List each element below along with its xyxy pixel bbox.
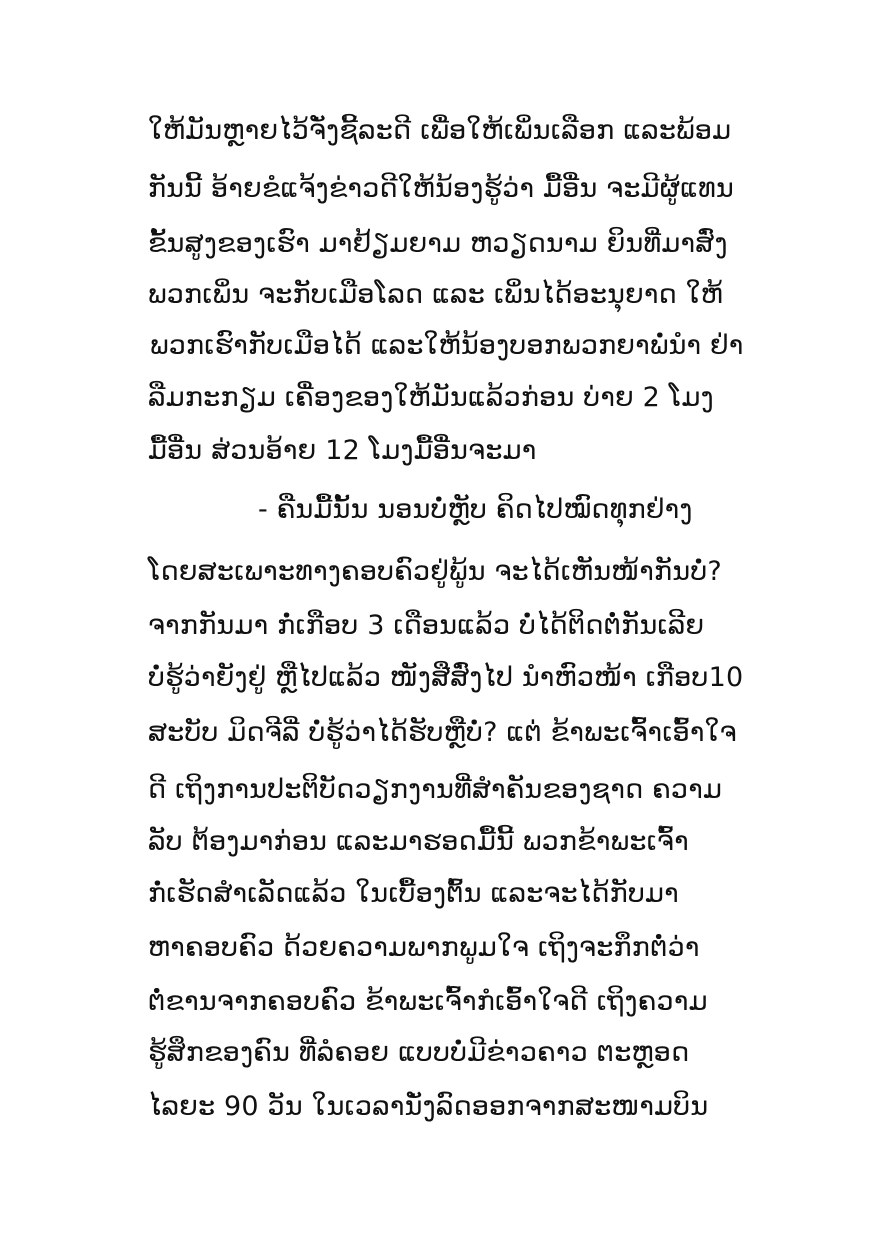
text-line: ຂັ້ນສູງຂອງເຮົາ ມາຢ້ຽມຍາມ ຫວຽດນາມ ຍິນທີ່ມາສົ່ງ [148, 228, 728, 259]
text-line: ໄລຍະ 90 ວັນ ໃນເວລານັ່ງລົດອອກຈາກສະໜາມບິນ [148, 1091, 709, 1122]
text-line: ກັນນີ້ ອ້າຍຂໍແຈ້ງຂ່າວດີໃຫ້ນ້ອງຮູ້ວ່າ ມື້ອື່ນ ຈະມີຜູ້ແທນ [148, 173, 734, 204]
text-line: ພວກເຮົາກັບເມືອໄດ້ ແລະໃຫ້ນ້ອງບອກພວກຍາພໍ່ນຳ ຢ່າ [150, 330, 744, 361]
text-line: ດີ ເຖິງການປະຕິບັດວຽກງານທີ່ສຳຄັນຂອງຊາດ ຄວາມ [148, 774, 723, 805]
text-line: ລັບ ຕ້ອງມາກ່ອນ ແລະມາຮອດມື້ນີ້ ພວກຂ້າພະເຈົ້າ [148, 826, 689, 857]
text-line: ໂດຍສະເພາະທາງຄອບຄົວຢູ່ພູ້ນ ຈະໄດ້ເຫັນໜ້າກັນບໍ່? [148, 556, 722, 587]
text-line: ລືມກະກຽມ ເຄື່ອງຂອງໃຫ້ມັນແລ້ວກ່ອນ ບ່າຍ 2 ໂມງ [148, 382, 714, 413]
text-line: ຫາຄອບຄົວ ດ້ວຍຄວາມພາກພູມໃຈ ເຖິງຈະກຶກຕໍ່ວ່າ [148, 932, 700, 963]
text-line: - ຄືນມື້ນັ້ນ ນອນບໍ່ຫຼັບ ຄິດໄປໝົດທຸກຢ່າງ [258, 494, 693, 525]
text-line: ມື້ອື່ນ ສ່ວນອ້າຍ 12 ໂມງມື້ອື່ນຈະມາ [148, 435, 537, 466]
text-line: ພວກເພິ່ນ ຈະກັບເມືອໂລດ ແລະ ເພິ່ນໄດ້ອະນຸຍາດ ໃຫ້ [148, 279, 724, 310]
text-line: ຮູ້ສຶກຂອງຄົນ ທີ່ລໍຄອຍ ແບບບໍ່ມີຂ່າວຄາວ ຕະຫຼອດ [148, 1037, 690, 1068]
text-line: ຈາກກັນມາ ກໍ່ເກືອບ 3 ເດືອນແລ້ວ ບໍ່ໄດ້ຕິດຕໍ່ກັນເລີຍ [148, 610, 705, 641]
text-line: ຕໍ່ຂານຈາກຄອບຄົວ ຂ້າພະເຈົ້າກໍເອົ້າໃຈດີ ເຖິງຄວາມ [148, 986, 708, 1017]
text-line: ບໍ່ຮູ້ວ່າຍັງຢູ່ ຫຼືໄປແລ້ວ ໜັງສືສົ່ງໄປ ນຳຫົວໜ້າ ເກືອບ10 [148, 662, 744, 693]
text-line: ສະບັບ ມິດຈີລີ່ ບໍ່ຮູ້ວ່າໄດ້ຮັບຫຼືບໍ່? ແຕ່ ຂ້າພະເຈົ້າເອົ້າໃຈ [148, 717, 737, 748]
text-line: ໃຫ້ມັນຫຼາຍໄວ້ຈັ່ງຊີ້ລະດີ ເພື່ອໃຫ້ເພິ່ນເລືອກ ແລະພ້ອມ [148, 115, 732, 146]
text-line: ກໍ່ເຮັດສຳເລັດແລ້ວ ໃນເບື້ອງຕົ້ນ ແລະຈະໄດ້ກັບມາ [148, 878, 679, 909]
